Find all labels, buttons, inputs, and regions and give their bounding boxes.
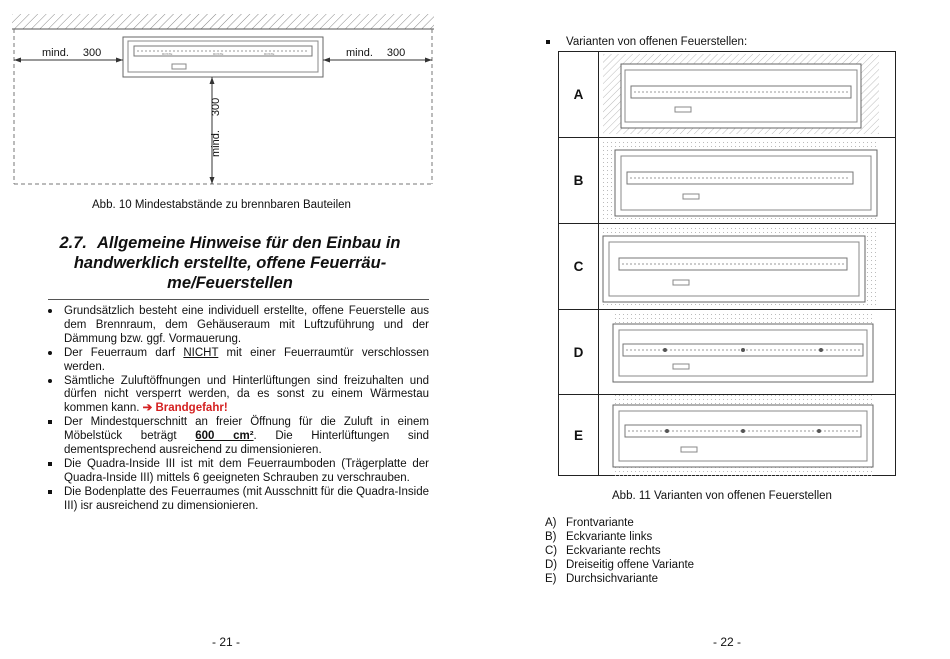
list-text: Durchsichvariante xyxy=(566,572,659,585)
list-item xyxy=(44,458,429,486)
variant-label: D xyxy=(559,310,599,394)
clearance-front-value: 300 xyxy=(210,97,222,117)
list-text: Frontvariante xyxy=(566,517,634,529)
list-letter: A) xyxy=(545,517,557,529)
bullet-dot-icon xyxy=(44,305,56,319)
list-text: Dreiseitig offene Variante xyxy=(566,558,695,571)
list-item xyxy=(545,531,694,545)
svg-text:ROSTE: ROSTE xyxy=(213,52,224,56)
variant-label: E xyxy=(559,395,599,476)
variant-drawing-corner-left xyxy=(599,138,895,223)
list-item xyxy=(545,559,694,573)
variant-row-b xyxy=(559,137,895,223)
list-item xyxy=(44,347,429,375)
clearance-front-label xyxy=(210,98,222,157)
list-item xyxy=(44,375,429,417)
variant-label: B xyxy=(559,138,599,223)
section-heading xyxy=(40,233,420,293)
bullet-text: Sämtliche Zuluftöffnungen und Hinterlüftungen sind freizuhalten und dürfen nicht versperrt werden, da es sonst zu einem Wärmestau kommen kann. xyxy=(64,374,429,415)
clearance-drawing-svg xyxy=(12,14,434,188)
page-number-left: - 21 - xyxy=(212,635,241,649)
page-number-right: - 22 - xyxy=(713,635,742,649)
list-item xyxy=(44,486,429,514)
variant-row-a xyxy=(559,52,895,137)
section-title-line1: Allgemeine Hinweise für den Einbau in xyxy=(97,234,401,252)
svg-text:ROSTE: ROSTE xyxy=(162,52,173,56)
list-text: Eckvariante links xyxy=(566,530,653,543)
list-text: Eckvariante rechts xyxy=(566,544,661,557)
bullet-text: . Die Hinterlüftungen sind dementsprechend ausreichend zu dimensionieren. xyxy=(64,430,429,457)
clearance-front-word: mind. xyxy=(210,130,222,157)
bullet-text: Der Mindestquerschnitt an freier Öffnung für die Zuluft in einem Möbelstück beträgt xyxy=(64,416,429,443)
bullet-square-icon xyxy=(44,416,56,430)
fire-hazard-warning: ➔ Brandgefahr! xyxy=(142,402,228,415)
figure10-caption: Abb. 10 Mindestabstände zu brennbaren Bauteilen xyxy=(92,199,351,211)
variant-drawing-three-sided xyxy=(599,310,895,394)
figure11-caption: Abb. 11 Varianten von offenen Feuerstellen xyxy=(612,490,832,502)
variant-label: C xyxy=(559,224,599,309)
list-letter: E) xyxy=(545,572,557,585)
bullet-text: Die Bodenplatte des Feuerraumes (mit Ausschnitt für die Quadra-Inside III) isr ausreichend zu dimensionieren. xyxy=(64,485,429,512)
bullet-text: Grundsätzlich besteht eine individuell erstellte, offene Feuerstelle aus dem Brennraum, dem Gehäuseraum mit Luftzuführung und der Dämmung bzw. ggf. Vormauerung. xyxy=(64,305,429,345)
section-divider xyxy=(48,299,429,300)
list-item xyxy=(44,305,429,347)
list-letter: D) xyxy=(545,558,558,571)
clearance-drawing xyxy=(12,14,434,188)
bullet-dot-icon xyxy=(44,375,56,389)
list-item xyxy=(545,545,694,559)
bullet-text: Der Feuerraum darf xyxy=(64,346,184,359)
bullet-square-icon xyxy=(44,486,56,500)
bullet-dot-icon xyxy=(44,347,56,361)
list-item xyxy=(545,517,694,531)
variants-table xyxy=(558,51,896,476)
bullet-list xyxy=(44,305,429,514)
clearance-left-value: 300 xyxy=(82,47,102,59)
variant-list xyxy=(545,517,694,587)
clearance-right-value: 300 xyxy=(386,47,406,59)
variants-heading-text: Varianten von offenen Feuerstellen: xyxy=(566,36,748,48)
list-letter: C) xyxy=(545,544,558,557)
bullet-square-icon xyxy=(44,458,56,472)
bullet-text: mit einer Feuerraumtür verschlossen werden. xyxy=(64,346,429,373)
list-item xyxy=(44,416,429,458)
variant-drawing-corner-right xyxy=(599,224,895,309)
clearance-right-word: mind. xyxy=(346,47,373,59)
clearance-left-word: mind. xyxy=(42,47,69,59)
list-item xyxy=(545,573,694,587)
wall-hatch xyxy=(12,14,434,29)
variant-row-e xyxy=(559,394,895,476)
variant-label: A xyxy=(559,52,599,137)
variant-drawing-front xyxy=(599,52,895,137)
svg-text:ROSTE: ROSTE xyxy=(264,52,275,56)
emphasis-not: NICHT xyxy=(183,346,219,359)
variants-heading xyxy=(546,36,747,48)
bullet-square-icon xyxy=(546,40,550,44)
variant-row-d xyxy=(559,309,895,394)
variant-drawing-see-through xyxy=(599,395,895,476)
bullet-text: Die Quadra-Inside III ist mit dem Feuerraumboden (Trägerplatte der Quadra-Inside III) mittels 6 geeigneten Schrauben zu verschrauben. xyxy=(64,457,429,484)
clearance-right-label xyxy=(346,47,405,59)
section-title-line3: me/Feuerstellen xyxy=(167,274,293,292)
airflow-area-value: 600 cm² xyxy=(195,430,254,443)
section-number: 2.7. xyxy=(59,234,88,252)
clearance-left-label xyxy=(42,47,101,59)
variant-row-c xyxy=(559,223,895,309)
list-letter: B) xyxy=(545,530,557,543)
section-title-line2: handwerklich erstellte, offene Feuerräu- xyxy=(73,254,387,272)
